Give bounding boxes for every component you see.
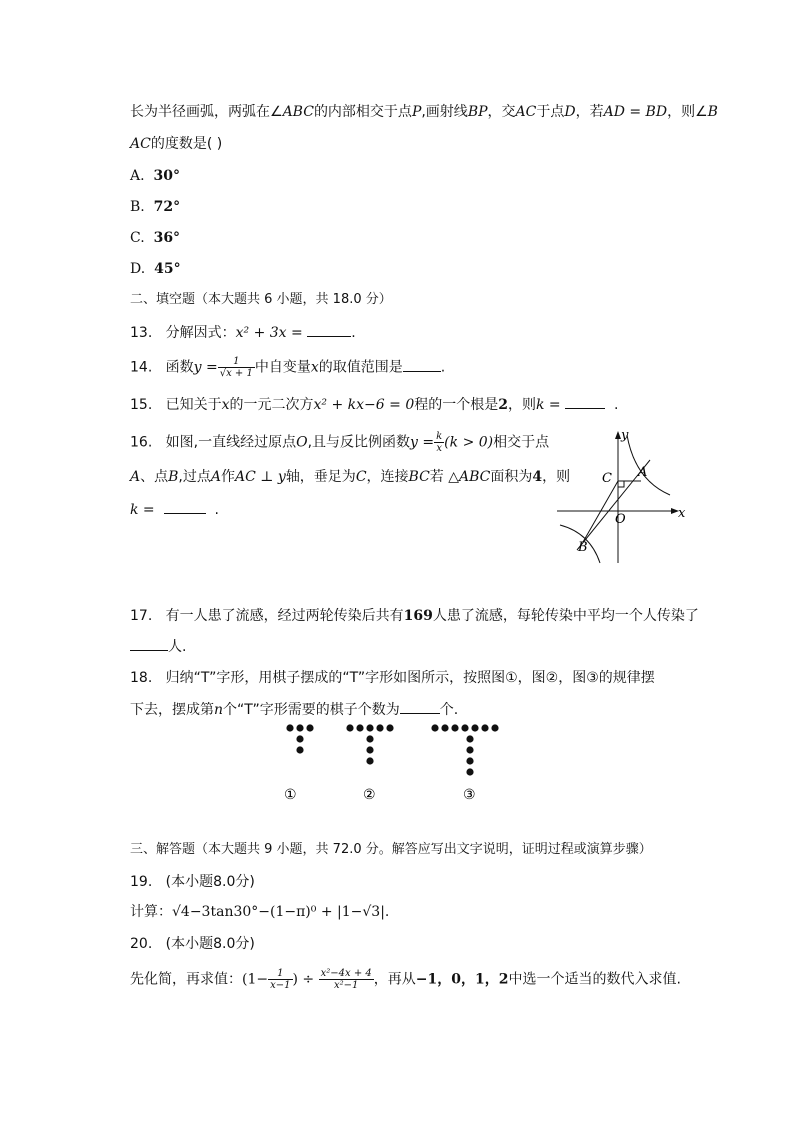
t-shape-3 <box>431 724 498 775</box>
t-shape-2 <box>346 724 393 764</box>
label-A: A <box>638 465 648 480</box>
question-17-line-1: 17. 有一人患了流感，经过两轮传染后共有169人患了流感，每轮传染中平均一个人传染了 <box>130 608 699 624</box>
t-shape-1 <box>286 724 313 753</box>
chess-piece <box>296 746 303 753</box>
figure-label-1: ① <box>284 787 297 803</box>
label-x: x <box>678 506 686 521</box>
answer-blank[interactable] <box>403 357 441 372</box>
answer-blank[interactable] <box>400 699 440 714</box>
figure-label-2: ② <box>363 787 376 803</box>
question-16-line-2: A、点B,过点A作AC ⊥ y轴，垂足为C，连接BC若 △ABC面积为4，则 <box>130 469 571 485</box>
chess-piece <box>471 724 478 731</box>
q12-option-d: D. 45° <box>130 261 181 277</box>
chess-piece <box>366 735 373 742</box>
figure-label-3: ③ <box>463 787 476 803</box>
question-18-line-1: 18. 归纳“T”字形，用棋子摆成的“T”字形如图所示，按照图①，图②，图③的规律摆 <box>130 670 655 686</box>
question-14: 14. 函数y = $\frac{1}{√x + 1}$ 中自变量x的取值范围是 . <box>130 356 446 379</box>
fraction: $\frac{k}{x}$ <box>436 431 443 454</box>
chess-piece <box>296 724 303 731</box>
chess-piece <box>466 735 473 742</box>
fraction: $\frac{1}{x-1}$ <box>270 968 291 991</box>
chess-piece <box>431 724 438 731</box>
q12-line-2: AC的度数是( ) <box>130 136 223 152</box>
label-B: B <box>578 540 588 555</box>
chess-piece <box>346 724 353 731</box>
chess-piece <box>366 757 373 764</box>
question-19-body: 计算：√4−3tan30°−(1−π)⁰ + |1−√3|. <box>130 904 390 920</box>
chess-piece <box>481 724 488 731</box>
question-13: 13. 分解因式：x² + 3x = . <box>130 322 356 343</box>
question-16-line-3: k = . <box>130 499 219 520</box>
question-16-line-1: 16. 如图,一直线经过原点O,且与反比例函数y = $\frac{k}{x}$ (k > 0)相交于点 <box>130 431 550 454</box>
q12-option-b: B. 72° <box>130 199 181 215</box>
chess-piece <box>366 746 373 753</box>
answer-blank[interactable] <box>307 322 351 337</box>
answer-blank[interactable] <box>130 636 168 651</box>
chess-piece <box>306 724 313 731</box>
label-y: y <box>621 428 629 443</box>
chess-piece <box>466 768 473 775</box>
fraction: $\frac{1}{√x + 1}$ <box>219 356 253 379</box>
chess-piece <box>386 724 393 731</box>
section-answer-heading: 三、解答题（本大题共 9 小题，共 72.0 分。解答应写出文字说明，证明过程或演算步骤） <box>130 842 652 857</box>
q12-option-a: A. 30° <box>130 168 180 184</box>
chess-piece <box>286 724 293 731</box>
chess-piece <box>296 735 303 742</box>
right-angle-mark <box>618 481 624 487</box>
q12-line-1: 长为半径画弧，两弧在∠ABC的内部相交于点P,画射线BP，交AC于点D，若AD = BD，则∠B <box>130 104 718 120</box>
chess-piece <box>441 724 448 731</box>
chess-piece <box>461 724 468 731</box>
label-O: O <box>615 512 626 527</box>
q16-coordinate-figure <box>555 425 690 565</box>
chess-piece <box>451 724 458 731</box>
question-19-header: 19. (本小题8.0分) <box>130 874 255 890</box>
question-15: 15. 已知关于x的一元二次方x² + kx−6 = 0程的一个根是2，则k = . <box>130 394 618 415</box>
chess-piece <box>356 724 363 731</box>
fraction: $\frac{\text{x²−4x + 4}}{\text{x²−1}}$ <box>320 968 372 991</box>
label-C: C <box>602 471 612 486</box>
answer-blank[interactable] <box>565 394 605 409</box>
q12-option-c: C. 36° <box>130 230 181 246</box>
section-fill-in-heading: 二、填空题（本大题共 6 小题，共 18.0 分） <box>130 292 392 307</box>
question-18-line-2: 下去，摆成第n个“T”字形需要的棋子个数为 个. <box>130 699 458 720</box>
chess-piece <box>366 724 373 731</box>
chess-piece <box>376 724 383 731</box>
question-20-body: 先化简，再求值：(1− $\frac{1}{x-1}$ ) ÷ $\frac{\text{x²−4x + 4}}{\text{x²−1}}$ ，再从−1，0，1，2中选一个适当的数代入求值. <box>130 968 681 991</box>
question-17-line-2: 人. <box>130 636 186 657</box>
hyperbola-branch-first <box>627 435 670 495</box>
chess-piece <box>466 746 473 753</box>
chess-piece <box>466 757 473 764</box>
question-20-header: 20. (本小题8.0分) <box>130 936 255 952</box>
answer-blank[interactable] <box>164 499 206 514</box>
chess-piece <box>491 724 498 731</box>
q18-t-shapes-figure <box>280 720 510 805</box>
